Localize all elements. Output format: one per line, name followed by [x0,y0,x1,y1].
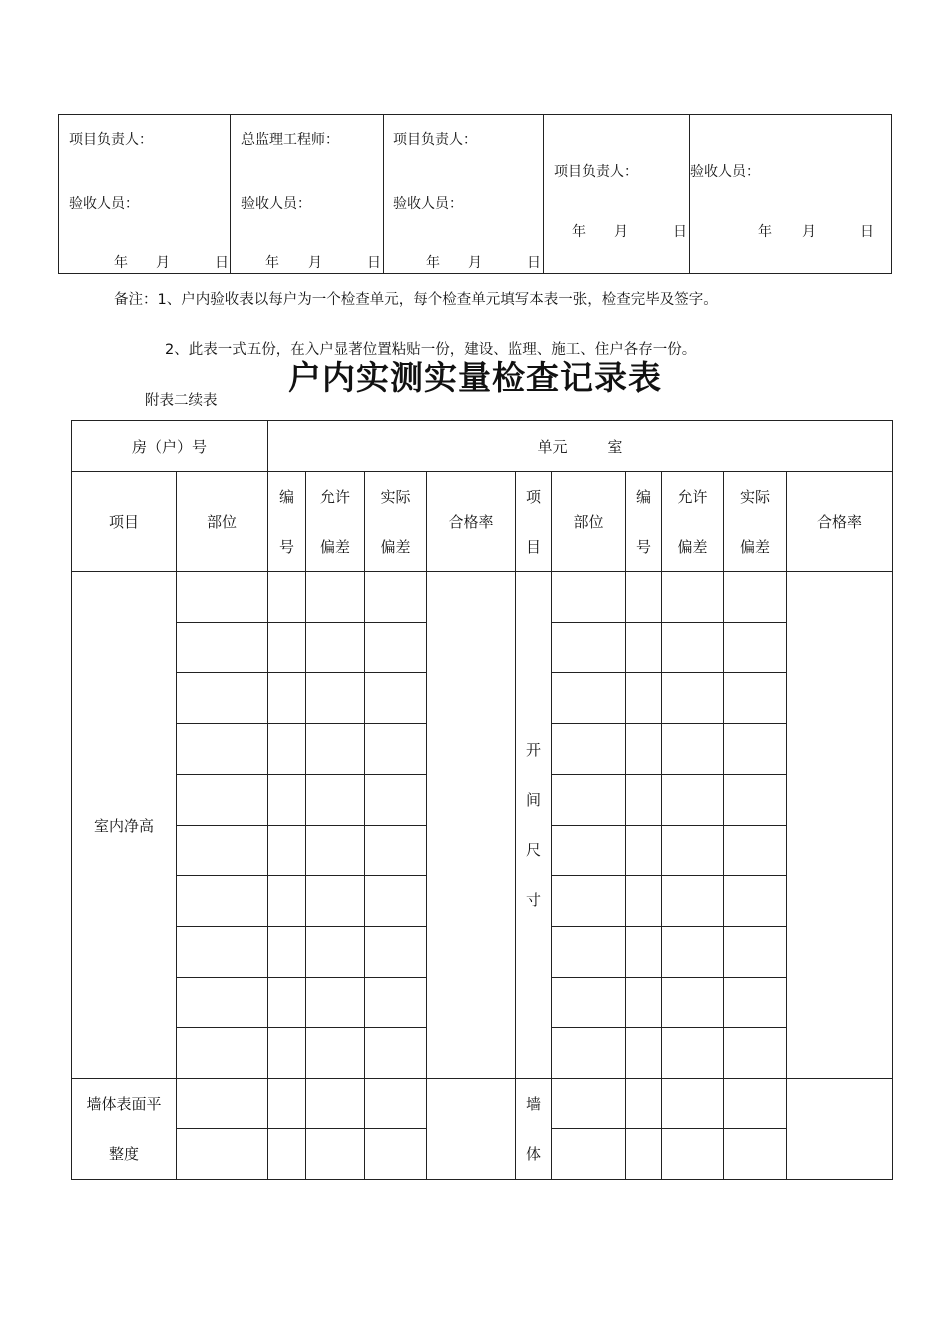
section-indoor-net-height: 室内净高 [93,816,154,835]
header-allowed-deviation-right [662,472,723,571]
date-month: 月 [308,255,322,271]
wall-flatness-line2: 整度 [108,1145,139,1163]
header-actual-right-line2: 偏差 [739,537,770,556]
header-number-right-line2: 号 [635,537,651,556]
date-day: 日 [367,255,381,271]
header-actual-deviation [365,472,426,571]
date-year: 年 [114,255,128,271]
header-pass-rate: 合格率 [448,513,494,531]
header-number-line2: 号 [278,537,294,556]
date-year: 年 [758,224,772,240]
header-number-right-line1: 编 [635,487,651,506]
header-allowed-right-line1: 允许 [677,487,708,506]
data-row-line [551,723,786,724]
header-allowed-right-line2: 偏差 [677,537,708,556]
appendix-label: 附表二续表 [145,393,218,409]
signature-column-5 [689,115,891,273]
header-number [268,472,305,571]
section-room-dimensions [516,572,551,1078]
data-row-line [176,622,426,623]
header-item-right [516,472,551,571]
room-dim-char-1: 开 [525,741,541,759]
data-row-line [551,622,786,623]
date-year: 年 [426,255,440,271]
header-location-right: 部位 [573,513,604,531]
data-row-line [551,875,786,876]
header-allowed-deviation [306,472,364,571]
date-month: 月 [802,224,816,240]
date-year: 年 [265,255,279,271]
signature-column-3 [383,115,543,273]
data-row-line [176,723,426,724]
data-row-line [176,672,426,673]
signature-column-2 [230,115,383,273]
signature-column-4 [543,115,689,273]
header-actual-deviation-right [724,472,786,571]
data-row-line [176,875,426,876]
header-allowed-line2: 偏差 [319,537,350,556]
header-actual-line1: 实际 [380,487,411,506]
project-manager-label: 项目负责人： [393,132,477,148]
room-dim-char-2: 间 [525,791,541,809]
date-day: 日 [673,224,687,240]
col-divider [426,471,427,1179]
data-row-line [176,926,426,927]
signature-block [58,114,892,274]
header-allowed-line1: 允许 [319,487,350,506]
unit-label-cell: 房（户）号 [131,437,207,456]
inspector-label: 验收人员： [690,164,760,180]
date-month: 月 [156,255,170,271]
project-manager-label: 项目负责人： [69,132,153,148]
header-item-right-line2: 目 [525,537,541,556]
data-row-line [176,1128,426,1129]
data-row-line [551,977,786,978]
note-1: 备注：1、户内验收表以每户为一个检查单元，每个检查单元填写本表一张，检查完毕及签字。 [114,292,718,308]
data-row-line [176,825,426,826]
data-row-line [551,926,786,927]
unit-value-cell[interactable] [268,421,892,471]
inspector-label: 验收人员： [393,196,463,212]
data-row-line [551,1128,786,1129]
header-number-line1: 编 [278,487,294,506]
data-row-line [551,825,786,826]
col-divider [786,471,787,1179]
project-manager-label: 项目负责人： [554,164,638,180]
section-wall [516,1079,551,1179]
data-row-line [551,672,786,673]
data-row-line [176,1027,426,1028]
note-2: 2、此表一式五份，在入户显著位置粘贴一份，建设、监理、施工、住户各存一份。 [165,342,697,358]
header-actual-right-line1: 实际 [739,487,770,506]
date-year: 年 [572,224,586,240]
row-divider [72,1078,892,1079]
header-location: 部位 [206,513,237,531]
date-day: 日 [860,224,874,240]
date-day: 日 [527,255,541,271]
data-row-line [551,1027,786,1028]
header-pass-rate-right: 合格率 [816,513,862,531]
inspection-table [71,420,893,1180]
header-actual-line2: 偏差 [380,537,411,556]
data-row-line [176,774,426,775]
inspector-label: 验收人员： [69,196,139,212]
signature-column-1 [59,115,230,273]
room-dim-char-3: 尺 [525,841,541,859]
date-month: 月 [468,255,482,271]
header-item: 项目 [108,513,139,531]
unit-value-unit: 单元 [537,437,568,456]
wall-char-2: 体 [525,1145,541,1163]
data-row-line [176,977,426,978]
unit-value-room: 室 [607,437,623,456]
header-item-right-line1: 项 [525,487,541,506]
data-row-line [551,774,786,775]
section-wall-flatness [72,1079,176,1179]
header-number-right [626,472,661,571]
inspector-label: 验收人员： [241,196,311,212]
wall-char-1: 墙 [525,1095,541,1113]
room-dim-char-4: 寸 [525,891,541,909]
wall-flatness-line1: 墙体表面平 [86,1095,162,1113]
chief-supervisor-label: 总监理工程师： [241,132,339,148]
date-month: 月 [614,224,628,240]
page-title: 户内实测实量检查记录表 [288,358,662,397]
date-day: 日 [215,255,229,271]
